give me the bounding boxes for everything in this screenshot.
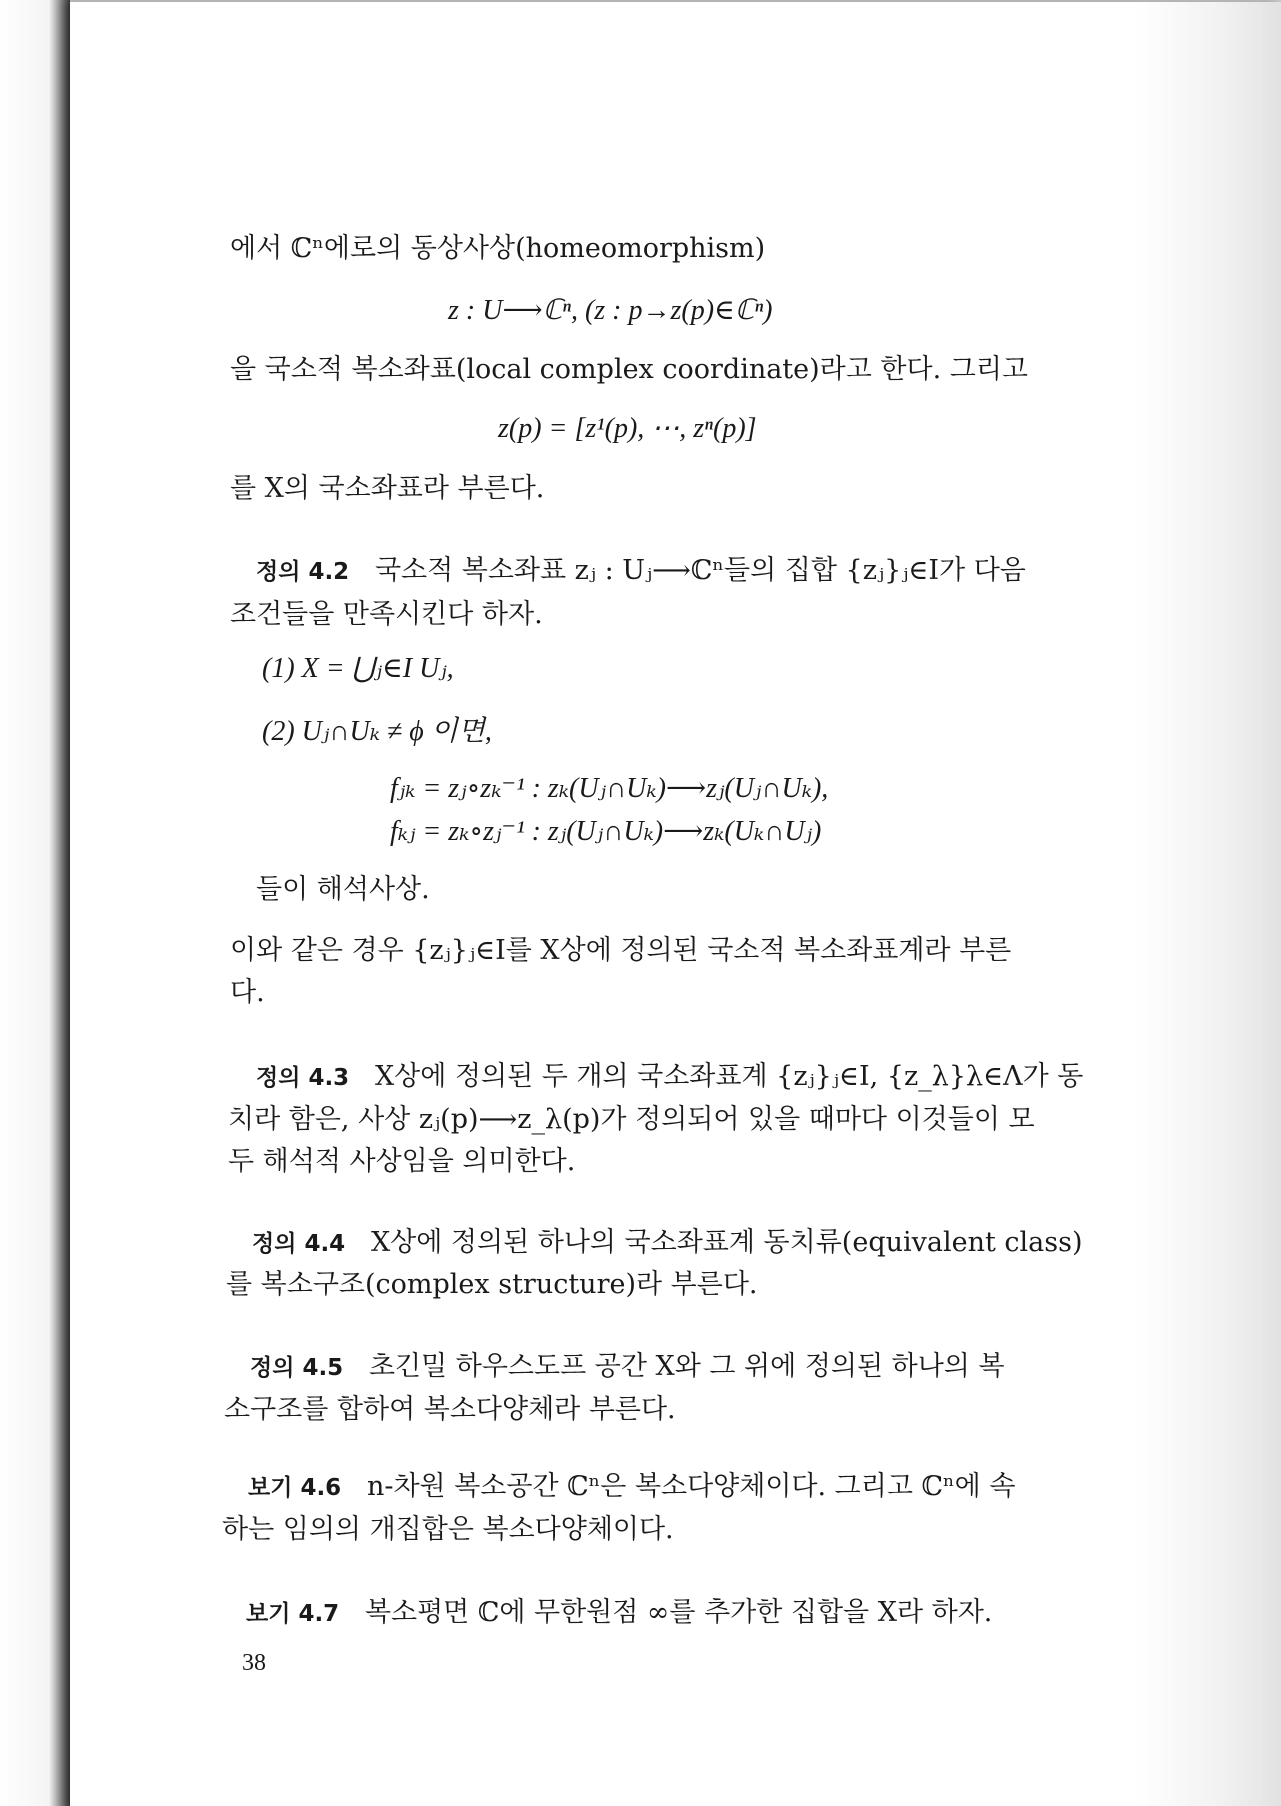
equation: z : U⟶ℂⁿ, (z : p→z(p)∈ℂⁿ) (448, 295, 773, 326)
text-line: 소구조를 합하여 복소다양체라 부른다. (224, 1394, 676, 1425)
text-line: 치라 함은, 사상 zⱼ(p)⟶z_λ(p)가 정의되어 있을 때마다 이것들이 모 (228, 1104, 1035, 1135)
text-line: 를 복소구조(complex structure)라 부른다. (226, 1269, 758, 1300)
example-label: 보기 4.6 (248, 1475, 342, 1501)
text-line: 다. (230, 977, 265, 1008)
example-text: n-차원 복소공간 ℂⁿ은 복소다양체이다. 그리고 ℂⁿ에 속 (366, 1471, 1016, 1502)
condition-2: (2) Uⱼ∩Uₖ ≠ ϕ 이면, (262, 716, 492, 747)
definition-label: 정의 4.4 (252, 1231, 346, 1257)
definition-text: 국소적 복소좌표 zⱼ : Uⱼ⟶ℂⁿ들의 집합 {zⱼ}ⱼ∈I가 다음 (374, 555, 1026, 586)
definition-4-3 (256, 1060, 1083, 1095)
example-4-7 (246, 1596, 992, 1631)
definition-4-5 (250, 1350, 1005, 1385)
definition-text: 초긴밀 하우스도프 공간 X와 그 위에 정의된 하나의 복 (368, 1351, 1005, 1382)
text-line: 두 해석적 사상임을 의미한다. (228, 1146, 576, 1177)
example-4-6 (248, 1470, 1015, 1505)
definition-4-4 (252, 1226, 1083, 1261)
definition-text: X상에 정의된 두 개의 국소좌표계 {zⱼ}ⱼ∈I, {z_λ}λ∈Λ가 동 (374, 1061, 1084, 1092)
definition-text: X상에 정의된 하나의 국소좌표계 동치류(equivalent class) (370, 1227, 1083, 1258)
equation: fₖⱼ = zₖ∘zⱼ⁻¹ : zⱼ(Uⱼ∩Uₖ)⟶zₖ(Uₖ∩Uⱼ) (390, 816, 822, 847)
text-line: 에서 ℂⁿ에로의 동상사상(homeomorphism) (230, 233, 766, 264)
page-number: 38 (242, 1650, 266, 1676)
equation: z(p) = [z¹(p), ⋯, zⁿ(p)] (498, 413, 757, 444)
example-label: 보기 4.7 (246, 1601, 340, 1627)
text-line: 을 국소적 복소좌표(local complex coordinate)라고 한다. 그리고 (230, 354, 1028, 385)
text-line: 하는 임의의 개집합은 복소다양체이다. (222, 1514, 674, 1545)
definition-label: 정의 4.3 (256, 1065, 350, 1091)
condition-1: (1) X = ⋃ⱼ∈I Uⱼ, (262, 653, 454, 684)
text-line: 를 X의 국소좌표라 부른다. (230, 473, 545, 504)
book-binding (0, 0, 70, 1806)
example-text: 복소평면 ℂ에 무한원점 ∞를 추가한 집합을 X라 하자. (364, 1597, 993, 1628)
text-line: 들이 해석사상. (256, 874, 430, 905)
definition-label: 정의 4.2 (256, 559, 350, 585)
definition-label: 정의 4.5 (250, 1355, 344, 1381)
text-line: 이와 같은 경우 {zⱼ}ⱼ∈I를 X상에 정의된 국소적 복소좌표계라 부른 (230, 935, 1012, 966)
text-line: 조건들을 만족시킨다 하자. (230, 599, 543, 630)
definition-4-2 (256, 554, 1026, 589)
equation: fⱼₖ = zⱼ∘zₖ⁻¹ : zₖ(Uⱼ∩Uₖ)⟶zⱼ(Uⱼ∩Uₖ), (390, 773, 829, 804)
